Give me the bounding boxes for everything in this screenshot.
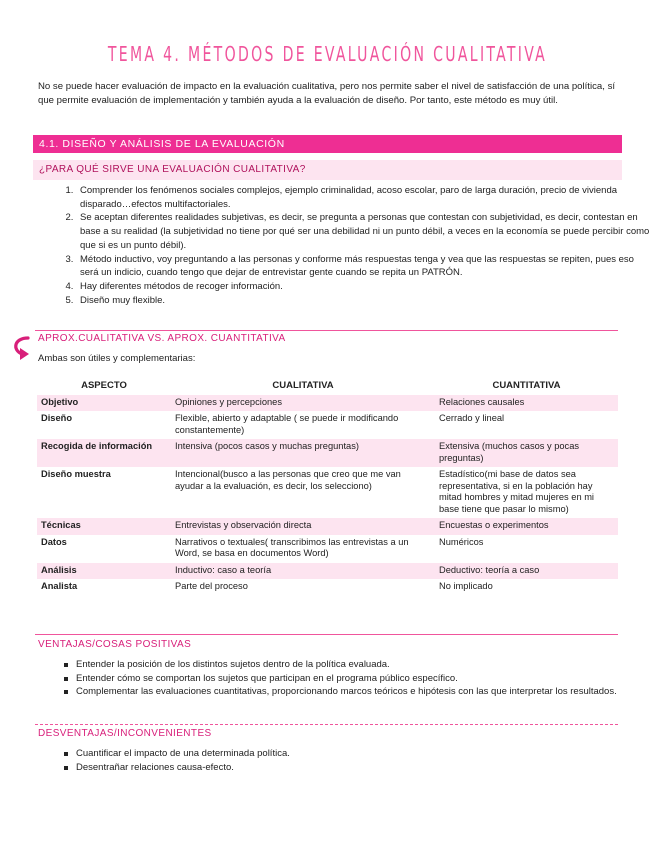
advantages-heading: VENTAJAS/COSAS POSITIVAS — [38, 639, 192, 650]
quantitative-cell: Extensiva (muchos casos y pocas preguntas) — [435, 439, 618, 467]
aspect-cell: Objetivo — [37, 395, 171, 412]
quantitative-cell: Cerrado y lineal — [439, 413, 505, 423]
table-row — [37, 563, 618, 580]
table-row — [37, 579, 618, 596]
list-item: 2. Se aceptan diferentes realidades subjetivas, es decir, se pregunta a personas que contestan con subjetividad, es decir, contestan en base a su realidad (la subjetividad no tiene por qué ser una debilidad ni un punto débil, a veces en la economía se puede percibir como que si es un punto débil). — [76, 211, 654, 252]
table-row — [37, 535, 618, 563]
question-heading: ¿PARA QUÉ SIRVE UNA EVALUACIÓN CUALITATIVA? — [33, 160, 622, 180]
reasons-list — [40, 184, 654, 307]
comparison-heading: APROX.CUALITATIVA VS. APROX. CUANTITATIVA — [38, 333, 286, 344]
table-row — [37, 467, 618, 518]
qualitative-cell: Entrevistas y observación directa — [171, 518, 435, 535]
quantitative-cell: Numéricos — [439, 536, 484, 547]
column-header: ASPECTO — [81, 380, 127, 391]
intro-paragraph: No se puede hacer evaluación de impacto en la evaluación cualitativa, pero nos permite saber el nivel de satisfacción de una política, sí que permite evaluación de implementación y también ayuda a la evaluación de diseño. Por tanto, este método es muy útil. — [38, 81, 616, 106]
list-item: Cuantificar el impacto de una determinada política. — [76, 747, 654, 761]
list-item: Desentrañar relaciones causa-efecto. — [76, 761, 654, 775]
aspect-cell: Recogida de información — [37, 439, 171, 467]
aspect-cell: Diseño — [41, 413, 72, 423]
comparison-table — [37, 377, 618, 596]
curved-arrow-icon — [10, 334, 36, 364]
divider — [35, 330, 618, 331]
list-item: 3. Método inductivo, voy preguntando a las personas y conforme más respuestas tenga y vea que las respuestas se repiten, pues eso será un indicio, cuando tengo que dejar de entrevistar gente cuando se repita un PATRÓN. — [76, 253, 654, 280]
comparison-note: Ambas son útiles y complementarias: — [38, 353, 196, 364]
disadvantages-list — [40, 747, 654, 774]
qualitative-cell: Narrativos o textuales( transcribimos las entrevistas a un Word, se basa en documentos Word) — [175, 536, 409, 558]
aspect-cell: Técnicas — [37, 518, 171, 535]
table-row — [37, 411, 618, 439]
list-item: 4. Hay diferentes métodos de recoger información. — [76, 280, 654, 294]
aspect-cell: Datos — [41, 536, 67, 547]
table-header-row — [37, 377, 618, 395]
quantitative-cell: Encuestas o experimentos — [435, 518, 618, 535]
qualitative-cell: Flexible, abierto y adaptable ( se puede ir modificando constantemente) — [175, 413, 399, 435]
qualitative-cell: Inductivo: caso a teoría — [171, 563, 435, 580]
column-header: CUALITATIVA — [272, 380, 334, 391]
table-row — [37, 518, 618, 535]
column-header: CUANTITATIVA — [492, 380, 561, 391]
quantitative-cell: No implicado — [439, 581, 493, 591]
divider — [35, 634, 618, 635]
page-title: TEMA 4. MÉTODOS DE EVALUACIÓN CUALITATIVA — [107, 42, 548, 66]
qualitative-cell: Intensiva (pocos casos y muchas preguntas) — [171, 439, 435, 467]
list-item: Complementar las evaluaciones cuantitativas, proporcionando marcos teóricos e hipótesis con las que interpretar los resultados. — [76, 685, 654, 699]
table-row — [37, 439, 618, 467]
qualitative-cell: Opiniones y percepciones — [171, 395, 435, 412]
list-item: 1. Comprender los fenómenos sociales complejos, ejemplo criminalidad, acoso escolar, paro de larga duración, precio de vivienda disparado…efectos multifactoriales. — [76, 184, 654, 211]
list-item: Entender la posición de los distintos sujetos dentro de la política evaluada. — [76, 658, 654, 672]
table-row — [37, 395, 618, 412]
section-heading: 4.1. DISEÑO Y ANÁLISIS DE LA EVALUACIÓN — [33, 135, 622, 153]
advantages-list — [40, 658, 654, 699]
aspect-cell: Analista — [41, 581, 78, 591]
quantitative-cell: Relaciones causales — [435, 395, 618, 412]
qualitative-cell: Parte del proceso — [175, 581, 248, 591]
disadvantages-heading: DESVENTAJAS/INCONVENIENTES — [38, 728, 212, 739]
list-item: 5. Diseño muy flexible. — [76, 294, 654, 308]
quantitative-cell: Deductivo: teoría a caso — [435, 563, 618, 580]
quantitative-cell: Estadístico(mi base de datos sea representativa, si en la población hay mitad hombres y mitad mujeres en mi base tiene que pasar lo mismo) — [439, 469, 595, 514]
aspect-cell: Análisis — [37, 563, 171, 580]
list-item: Entender cómo se comportan los sujetos que participan en el programa público específico. — [76, 672, 654, 686]
divider — [35, 724, 618, 725]
aspect-cell: Diseño muestra — [41, 469, 111, 479]
qualitative-cell: Intencional(busco a las personas que creo que me van ayudar a la evaluación, es decir, los selecciono) — [175, 469, 401, 491]
